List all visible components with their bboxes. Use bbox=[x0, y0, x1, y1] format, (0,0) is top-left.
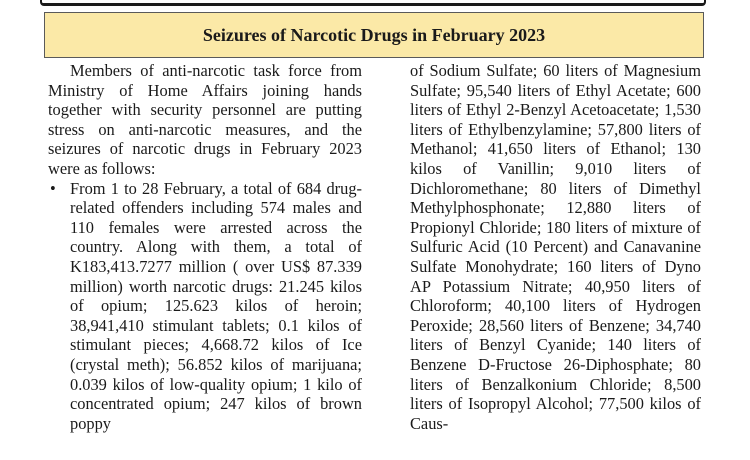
right-column-text: of Sodium Sulfate; 60 liters of Magnesium Sulfate; 95,540 liters of Ethyl Acetate; 600 liters of Ethyl 2-Benzyl Acetoacetate; 1,530 liters of Ethylbenzylamine; 57,800 liters of Methanol; 41,650 liters of Ethanol; 130 kilos of Vanillin; 9,010 liters of Dichloromethane; 80 liters of Dimethyl Methylphosphonate; 12,880 liters of Propionyl Chloride; 180 liters of mixture of Sulfuric Acid (10 Percent) and Canavanine Sulfate Monohydrate; 160 liters of Dyno AP Potassium Nitrate; 40,950 liters of Chloroform; 40,100 liters of Hydrogen Peroxide; 28,560 liters of Benzene; 34,740 liters of Benzyl Cyanide; 140 liters of Benzene D-Fructose 26-Diphosphate; 80 liters of Benzalkonium Chloride; 8,500 liters of Isopropyl Alcohol; 77,500 kilos of Caus- bbox=[410, 61, 701, 433]
bullet-item: • From 1 to 28 February, a total of 684 drug-related offenders including 574 males and 110 females were arrested across the country. Along with them, a total of K183,413.7277 million ( over US$ 87.339 million) worth narcotic drugs: 21.245 kilos of opium; 125.623 kilos of heroin; 38,941,410 stimulant tablets; 0.1 kilos of stimulant pieces; 4,668.72 kilos of Ice (crystal meth); 56.852 kilos of marijuana; 0.039 kilos of low-quality opium; 1 kilo of concentrated opium; 247 kilos of brown poppy bbox=[48, 179, 362, 434]
intro-paragraph: Members of anti-narcotic task force from Ministry of Home Affairs joining hands together with security personnel are putting stress on anti-narcotic measures, and the seizures of narcotic drugs in February 2023 were as follows: bbox=[48, 61, 362, 178]
right-column bbox=[410, 61, 701, 433]
left-column bbox=[48, 61, 362, 433]
page-top-border bbox=[40, 0, 706, 6]
bullet-list bbox=[48, 179, 362, 434]
page-title: Seizures of Narcotic Drugs in February 2023 bbox=[202, 24, 546, 45]
title-banner bbox=[44, 12, 704, 58]
